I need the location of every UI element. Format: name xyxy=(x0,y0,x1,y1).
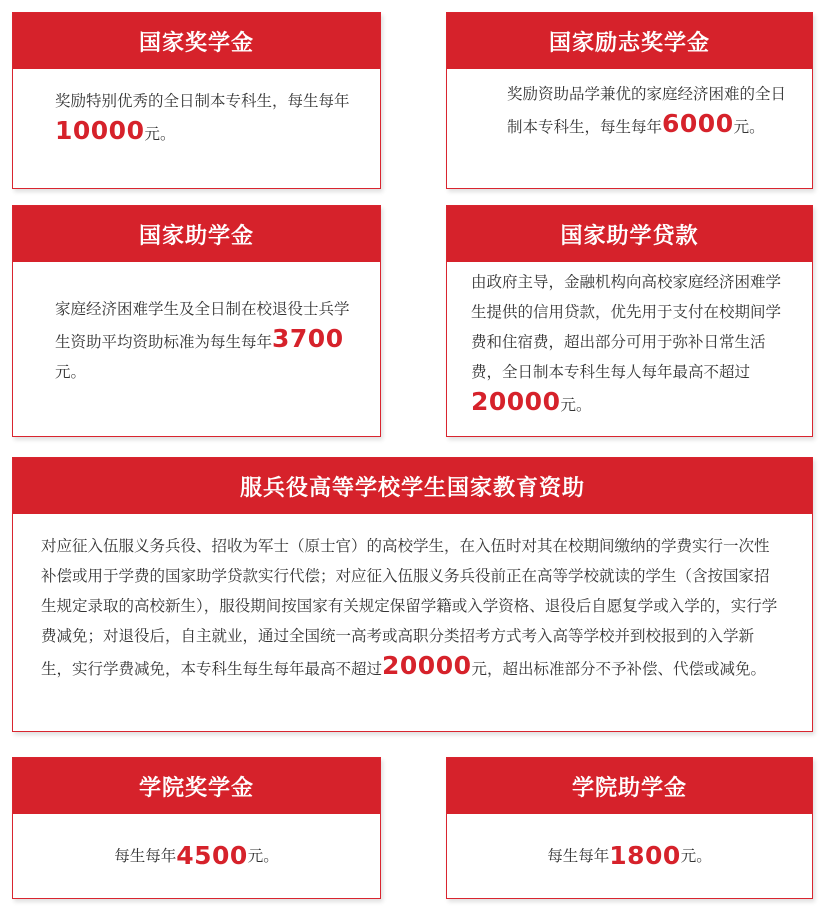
card-text: 每生每年 xyxy=(547,847,610,865)
card-description xyxy=(13,814,380,898)
card-unit: 元。 xyxy=(733,118,765,136)
card-college-grant xyxy=(446,757,813,899)
card-title: 学院奖学金 xyxy=(13,758,380,814)
card-description xyxy=(447,69,812,142)
card-text: 对应征入伍服义务兵役、招收为军士（原士官）的高校学生，在入伍时对其在校期间缴纳的学费实行一次性补偿或用于学费的国家助学贷款实行代偿；对应征入伍服义务兵役前正在高等学校就读的学生（含按国家招生规定录取的高校新生），服役期间按国家有关规定保留学籍或入学资格、退役后自愿复学或入学的，实行学费减免；对退役后，自主就业，通过全国统一高考或高职分类招考方式考入高等学校并到校报到的入学新生，实行学费减免，本专科生每生每年最高不超过 xyxy=(41,537,778,678)
card-description xyxy=(447,814,812,898)
card-unit: 元。 xyxy=(55,363,87,381)
card-amount: 6000 xyxy=(662,109,734,138)
card-amount: 20000 xyxy=(382,651,472,680)
card-amount: 3700 xyxy=(272,324,344,353)
card-unit: 元。 xyxy=(144,125,176,143)
card-title: 服兵役高等学校学生国家教育资助 xyxy=(13,458,812,514)
card-national-encouragement-scholarship xyxy=(446,12,813,189)
card-text: 家庭经济困难学生及全日制在校退役士兵学生资助平均资助标准为每生每年 xyxy=(55,300,350,351)
card-text: 奖励资助品学兼优的家庭经济困难的全日制本专科生，每生每年 xyxy=(507,85,787,136)
card-description xyxy=(447,262,812,420)
card-unit: 元。 xyxy=(247,847,279,865)
card-amount: 10000 xyxy=(55,116,145,145)
card-text: 由政府主导，金融机构向高校家庭经济困难学生提供的信用贷款，优先用于支付在校期间学费和住宿费，超出部分可用于弥补日常生活费，全日制本专科生每人每年最高不超过 xyxy=(471,273,782,381)
card-description xyxy=(13,69,380,149)
card-national-grant xyxy=(12,205,381,437)
card-title: 国家励志奖学金 xyxy=(447,13,812,69)
card-college-scholarship xyxy=(12,757,381,899)
card-amount: 1800 xyxy=(609,841,681,870)
card-unit: 元。 xyxy=(680,847,712,865)
card-description xyxy=(13,514,812,684)
card-military-service-education-aid xyxy=(12,457,813,732)
card-title: 学院助学金 xyxy=(447,758,812,814)
card-title: 国家助学贷款 xyxy=(447,206,812,262)
card-unit: 元。 xyxy=(560,396,592,414)
card-description xyxy=(13,262,380,387)
card-title: 国家助学金 xyxy=(13,206,380,262)
card-amount: 20000 xyxy=(471,387,561,416)
card-amount: 4500 xyxy=(176,841,248,870)
card-unit: 元，超出标准部分不予补偿、代偿或减免。 xyxy=(471,660,767,678)
card-text: 奖励特别优秀的全日制本专科生，每生每年 xyxy=(55,92,350,110)
card-national-scholarship xyxy=(12,12,381,189)
card-text: 每生每年 xyxy=(114,847,177,865)
card-title: 国家奖学金 xyxy=(13,13,380,69)
card-national-student-loan xyxy=(446,205,813,437)
